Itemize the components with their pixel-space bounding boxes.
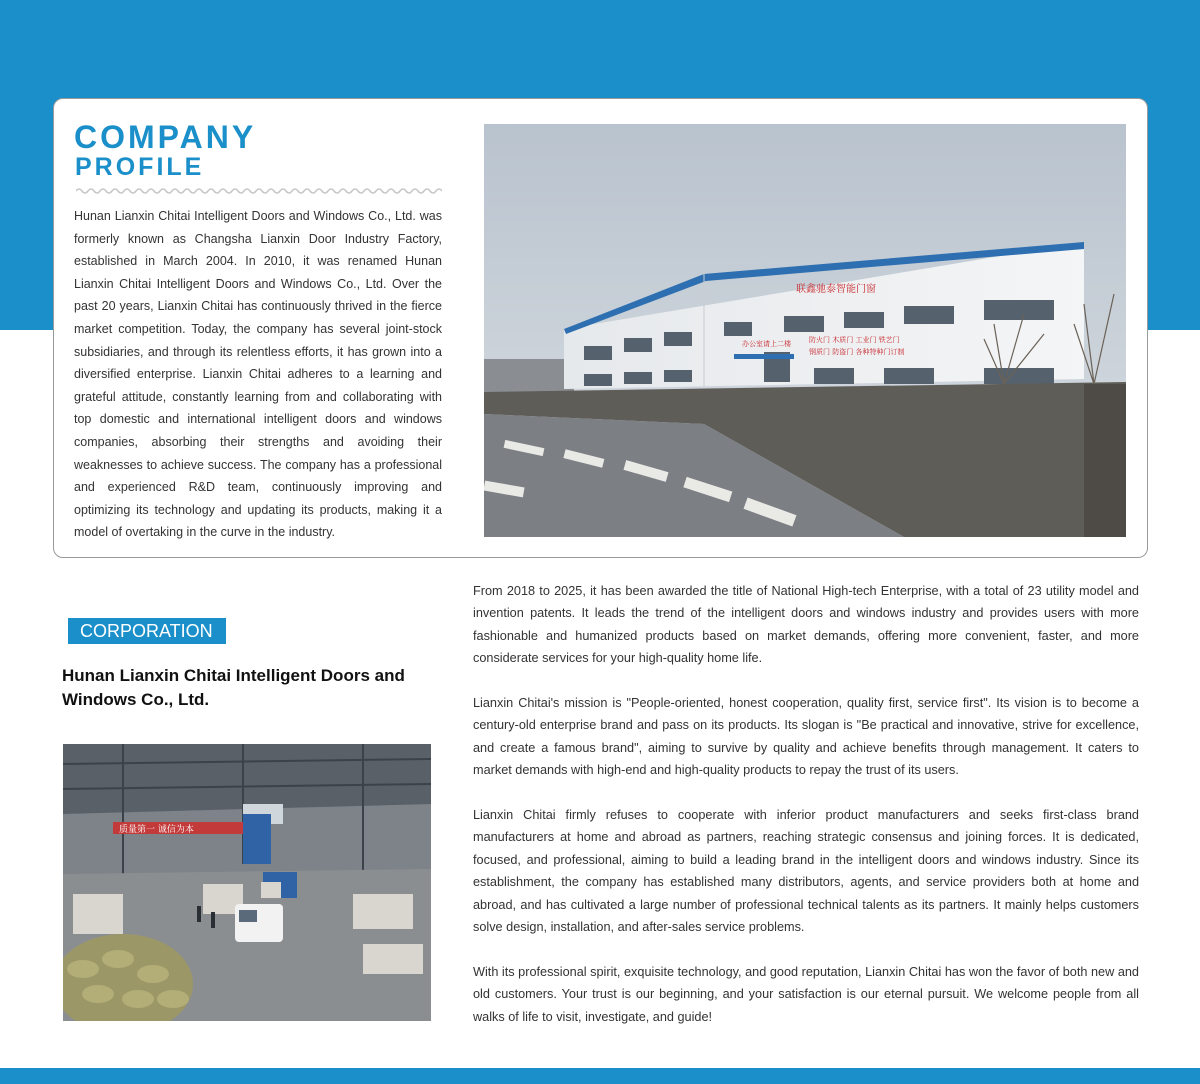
factory-building-photo (484, 124, 1126, 537)
details-paragraph: With its professional spirit, exquisite technology, and good reputation, Lianxin Chitai has won the favor of both new and old customers. Your trust is our beginning, and your satisfaction is our eternal pursuit. We welcome people from all walks of life to visit, investigate, and guide! (473, 964, 1139, 1024)
corporation-badge: CORPORATION (68, 618, 226, 644)
factory-office-sign: 办公室请上二楼 (742, 340, 791, 348)
details-paragraph: From 2018 to 2025, it has been awarded the title of National High-tech Enterprise, with a total of 23 utility model and invention patents. It leads the trend of the intelligent doors and windows industry and provides users with more fashionable and humanized products based on market demands, offering more convenient, faster, and more considerate services for your high-quality home life. (473, 584, 1139, 666)
corporation-name: Hunan Lianxin Chitai Intelligent Doors and Windows Co., Ltd. (62, 666, 405, 709)
company-details-text (473, 580, 1139, 1028)
wavy-divider (76, 187, 442, 195)
profile-subtitle: PROFILE (75, 153, 205, 181)
factory-products-sign-2: 钢质门 防盗门 各种特种门订制 (809, 348, 905, 356)
factory-roof-sign: 联鑫驰泰智能门窗 (796, 284, 876, 295)
warehouse-banner: 质量第一 诚信为本 (119, 825, 194, 835)
profile-title: COMPANY (74, 119, 257, 155)
bottom-band (0, 1068, 1200, 1084)
details-paragraph: Lianxin Chitai firmly refuses to cooperate with inferior product manufacturers and seeks first-class brand manufacturers at home and abroad as partners, reaching strategic consensus and joining forces. It is dedicated, focused, and professional, aiming to build a leading brand in the intelligent doors and windows industry. Since its establishment, the company has established many distributors, agents, and service providers both at home and abroad, and has cultivated a large number of professional technical talents as its partners. It mainly helps customers solve design, installation, and after-sales service problems. (473, 808, 1139, 935)
company-profile-card (53, 98, 1148, 558)
factory-products-sign-1: 防火门 木质门 工业门 铁艺门 (809, 336, 900, 344)
warehouse-interior-photo (63, 744, 431, 1021)
profile-description: Hunan Lianxin Chitai Intelligent Doors and Windows Co., Ltd. was formerly known as Changsha Lianxin Door Industry Factory, established in March 2004. In 2010, it was renamed Hunan Lianxin Chitai Intelligent Doors and Windows Co., Ltd. Over the past 20 years, Lianxin Chitai has continuously thrived in the fierce market competition. Today, the company has several joint-stock subsidiaries, and through its relentless efforts, it has grown into a diversified enterprise. Lianxin Chitai adheres to a learning and grateful attitude, constantly learning from and collaborating with top domestic and international intelligent doors and windows companies, absorbing their strengths and avoiding their weaknesses to achieve success. The company has a professional and experienced R&D team, continuously improving and optimizing its technology and updating its products, making it a model of overtaking in the curve in the industry. (74, 209, 442, 540)
details-paragraph: Lianxin Chitai's mission is "People-oriented, honest cooperation, quality first, service first". Its vision is to become a century-old enterprise brand and pass on its products. Its slogan is "Be practical and innovative, strive for excellence, and create a famous brand", aiming to survive by quality and achieve benefits through management. It caters to market demands with high-end and high-quality products to repay the trust of its users. (473, 696, 1139, 778)
